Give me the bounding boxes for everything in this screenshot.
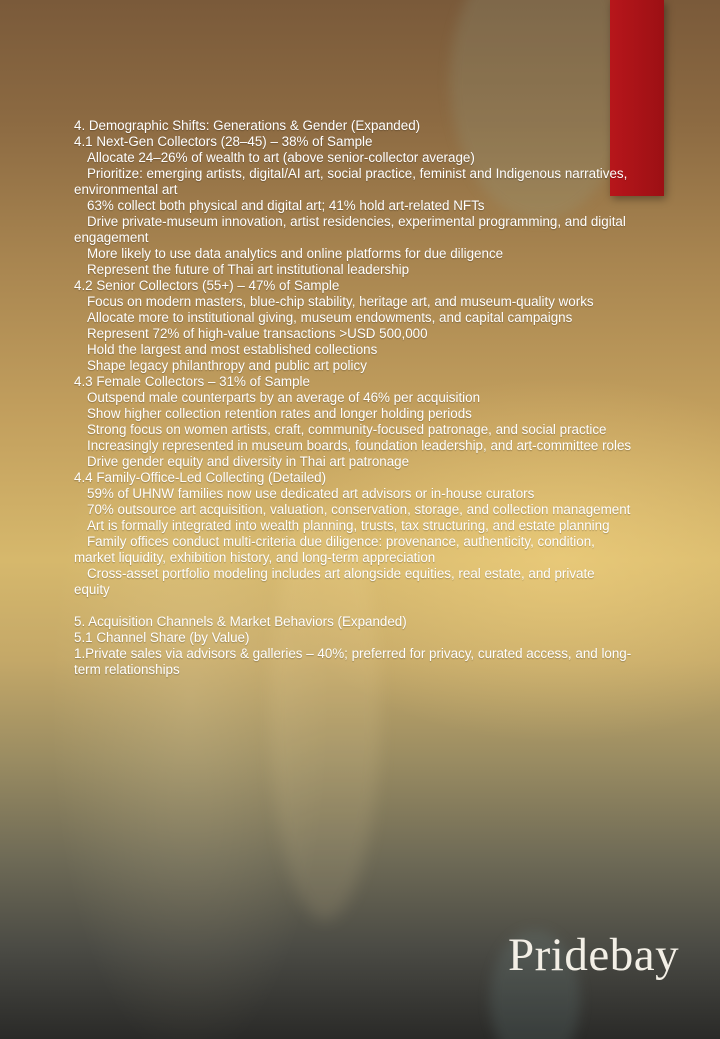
list-item: Represent 72% of high-value transactions >USD 500,000	[87, 326, 428, 341]
brand-logo: Pridebay	[508, 929, 680, 981]
list-item: 70% outsource art acquisition, valuation, conservation, storage, and collection management	[87, 502, 631, 517]
list-item: Cross-asset portfolio modeling includes art alongside equities, real estate, and private equity	[74, 566, 595, 597]
list-item: Drive gender equity and diversity in Thai art patronage	[87, 454, 410, 469]
list-item: More likely to use data analytics and online platforms for due diligence	[87, 246, 504, 261]
list-item: Represent the future of Thai art institutional leadership	[87, 262, 410, 277]
list-item: Increasingly represented in museum boards, foundation leadership, and art-committee roles	[87, 438, 632, 453]
list-item: Drive private-museum innovation, artist residencies, experimental programming, and digital engagement	[74, 214, 626, 245]
paragraph-spacer	[74, 598, 634, 614]
section-5-heading: 5. Acquisition Channels & Market Behaviors (Expanded)	[74, 614, 407, 629]
list-item: Hold the largest and most established collections	[87, 342, 378, 357]
list-item: Focus on modern masters, blue-chip stability, heritage art, and museum-quality works	[87, 294, 594, 309]
subsection-4-1-heading: 4.1 Next-Gen Collectors (28–45) – 38% of Sample	[74, 134, 373, 149]
list-item: Shape legacy philanthropy and public art policy	[87, 358, 367, 373]
subsection-4-4-heading: 4.4 Family-Office-Led Collecting (Detailed)	[74, 470, 327, 485]
subsection-5-1-heading: 5.1 Channel Share (by Value)	[74, 630, 250, 645]
list-item: Allocate 24–26% of wealth to art (above senior-collector average)	[87, 150, 475, 165]
list-item: Show higher collection retention rates and longer holding periods	[87, 406, 472, 421]
list-item: Family offices conduct multi-criteria due diligence: provenance, authenticity, condition, market liquidity, exhibition history, and long-term appreciation	[74, 534, 595, 565]
list-item: 63% collect both physical and digital art; 41% hold art-related NFTs	[87, 198, 485, 213]
list-item: Allocate more to institutional giving, museum endowments, and capital campaigns	[87, 310, 573, 325]
list-item: Art is formally integrated into wealth planning, trusts, tax structuring, and estate planning	[87, 518, 610, 533]
list-item: 59% of UHNW families now use dedicated art advisors or in-house curators	[87, 486, 535, 501]
subsection-4-2-heading: 4.2 Senior Collectors (55+) – 47% of Sample	[74, 278, 340, 293]
list-item: Strong focus on women artists, craft, community-focused patronage, and social practice	[87, 422, 607, 437]
document-body	[74, 118, 634, 678]
list-item: Prioritize: emerging artists, digital/AI art, social practice, feminist and Indigenous narratives, environmental art	[74, 166, 628, 197]
subsection-4-3-heading: 4.3 Female Collectors – 31% of Sample	[74, 374, 310, 389]
list-item: Outspend male counterparts by an average of 46% per acquisition	[87, 390, 481, 405]
section-4-heading: 4. Demographic Shifts: Generations & Gender (Expanded)	[74, 118, 421, 133]
list-item: 1.Private sales via advisors & galleries – 40%; preferred for privacy, curated access, and long-term relationships	[74, 646, 632, 677]
